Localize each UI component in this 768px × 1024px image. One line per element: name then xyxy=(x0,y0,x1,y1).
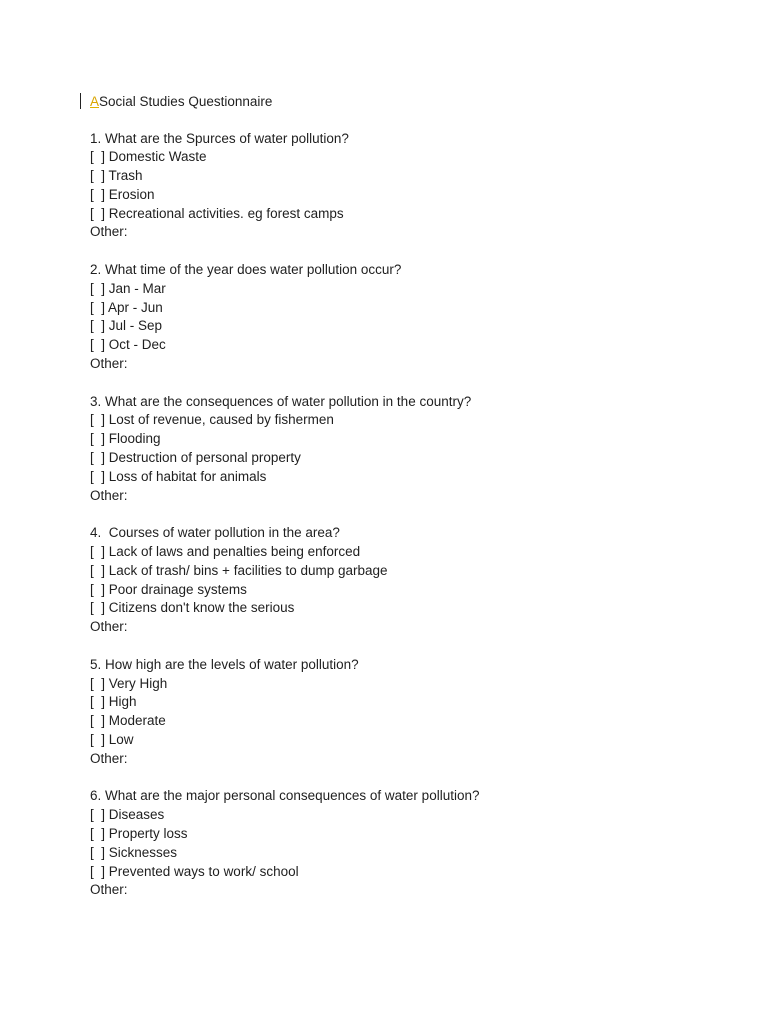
question-block xyxy=(90,261,730,374)
question-block xyxy=(90,524,730,637)
title-row[interactable] xyxy=(80,92,272,110)
option-item[interactable]: [ ] Jan - Mar xyxy=(90,280,166,296)
document-title: Social Studies Questionnaire xyxy=(99,93,273,109)
question-text: 4. Courses of water pollution in the area? xyxy=(90,525,340,541)
question-block xyxy=(90,130,730,243)
other-label: Other: xyxy=(90,356,128,372)
option-item[interactable]: [ ] Diseases xyxy=(90,807,165,823)
question-text: 1. What are the Spurces of water pollution? xyxy=(90,130,349,146)
option-item[interactable]: [ ] Flooding xyxy=(90,431,161,447)
blank-line xyxy=(90,505,730,524)
blank-line xyxy=(90,637,730,656)
question-block xyxy=(90,656,730,769)
option-item[interactable]: [ ] Recreational activities. eg forest camps xyxy=(90,205,344,221)
blank-line xyxy=(90,242,730,261)
option-item[interactable]: [ ] Property loss xyxy=(90,825,188,841)
option-item[interactable]: [ ] Domestic Waste xyxy=(90,149,207,165)
option-item[interactable]: [ ] Very High xyxy=(90,675,168,691)
option-item[interactable]: [ ] Poor drainage systems xyxy=(90,581,247,597)
questionnaire-body xyxy=(90,130,730,901)
option-item[interactable]: [ ] Loss of habitat for animals xyxy=(90,468,267,484)
option-item[interactable]: [ ] High xyxy=(90,694,137,710)
question-text: 5. How high are the levels of water pollution? xyxy=(90,656,359,672)
option-item[interactable]: [ ] Citizens don't know the serious xyxy=(90,600,295,616)
blank-line xyxy=(90,374,730,393)
option-item[interactable]: [ ] Jul - Sep xyxy=(90,318,163,334)
other-label: Other: xyxy=(90,882,128,898)
option-item[interactable]: [ ] Moderate xyxy=(90,713,166,729)
text-cursor xyxy=(80,93,81,109)
other-label: Other: xyxy=(90,487,128,503)
option-item[interactable]: [ ] Low xyxy=(90,732,134,747)
blank-line xyxy=(90,769,730,788)
question-text: 6. What are the major personal consequences of water pollution? xyxy=(90,788,480,804)
option-item[interactable]: [ ] Trash xyxy=(90,168,143,184)
option-item[interactable]: [ ] Lack of laws and penalties being enforced xyxy=(90,544,361,560)
other-label: Other: xyxy=(90,224,128,240)
question-block xyxy=(90,787,730,900)
option-item[interactable]: [ ] Lack of trash/ bins + facilities to dump garbage xyxy=(90,562,388,578)
option-item[interactable]: [ ] Lost of revenue, caused by fishermen xyxy=(90,412,334,428)
option-item[interactable]: [ ] Oct - Dec xyxy=(90,337,166,353)
question-text: 2. What time of the year does water pollution occur? xyxy=(90,262,402,278)
option-item[interactable]: [ ] Sicknesses xyxy=(90,844,178,860)
question-block xyxy=(90,393,730,506)
highlighted-letter: A xyxy=(90,93,100,109)
question-text: 3. What are the consequences of water pollution in the country? xyxy=(90,393,472,409)
option-item[interactable]: [ ] Prevented ways to work/ school xyxy=(90,863,299,879)
other-label: Other: xyxy=(90,750,128,766)
other-label: Other: xyxy=(90,619,128,635)
option-item[interactable]: [ ] Destruction of personal property xyxy=(90,450,301,466)
option-item[interactable]: [ ] Apr - Jun xyxy=(90,299,163,315)
option-item[interactable]: [ ] Erosion xyxy=(90,186,155,202)
